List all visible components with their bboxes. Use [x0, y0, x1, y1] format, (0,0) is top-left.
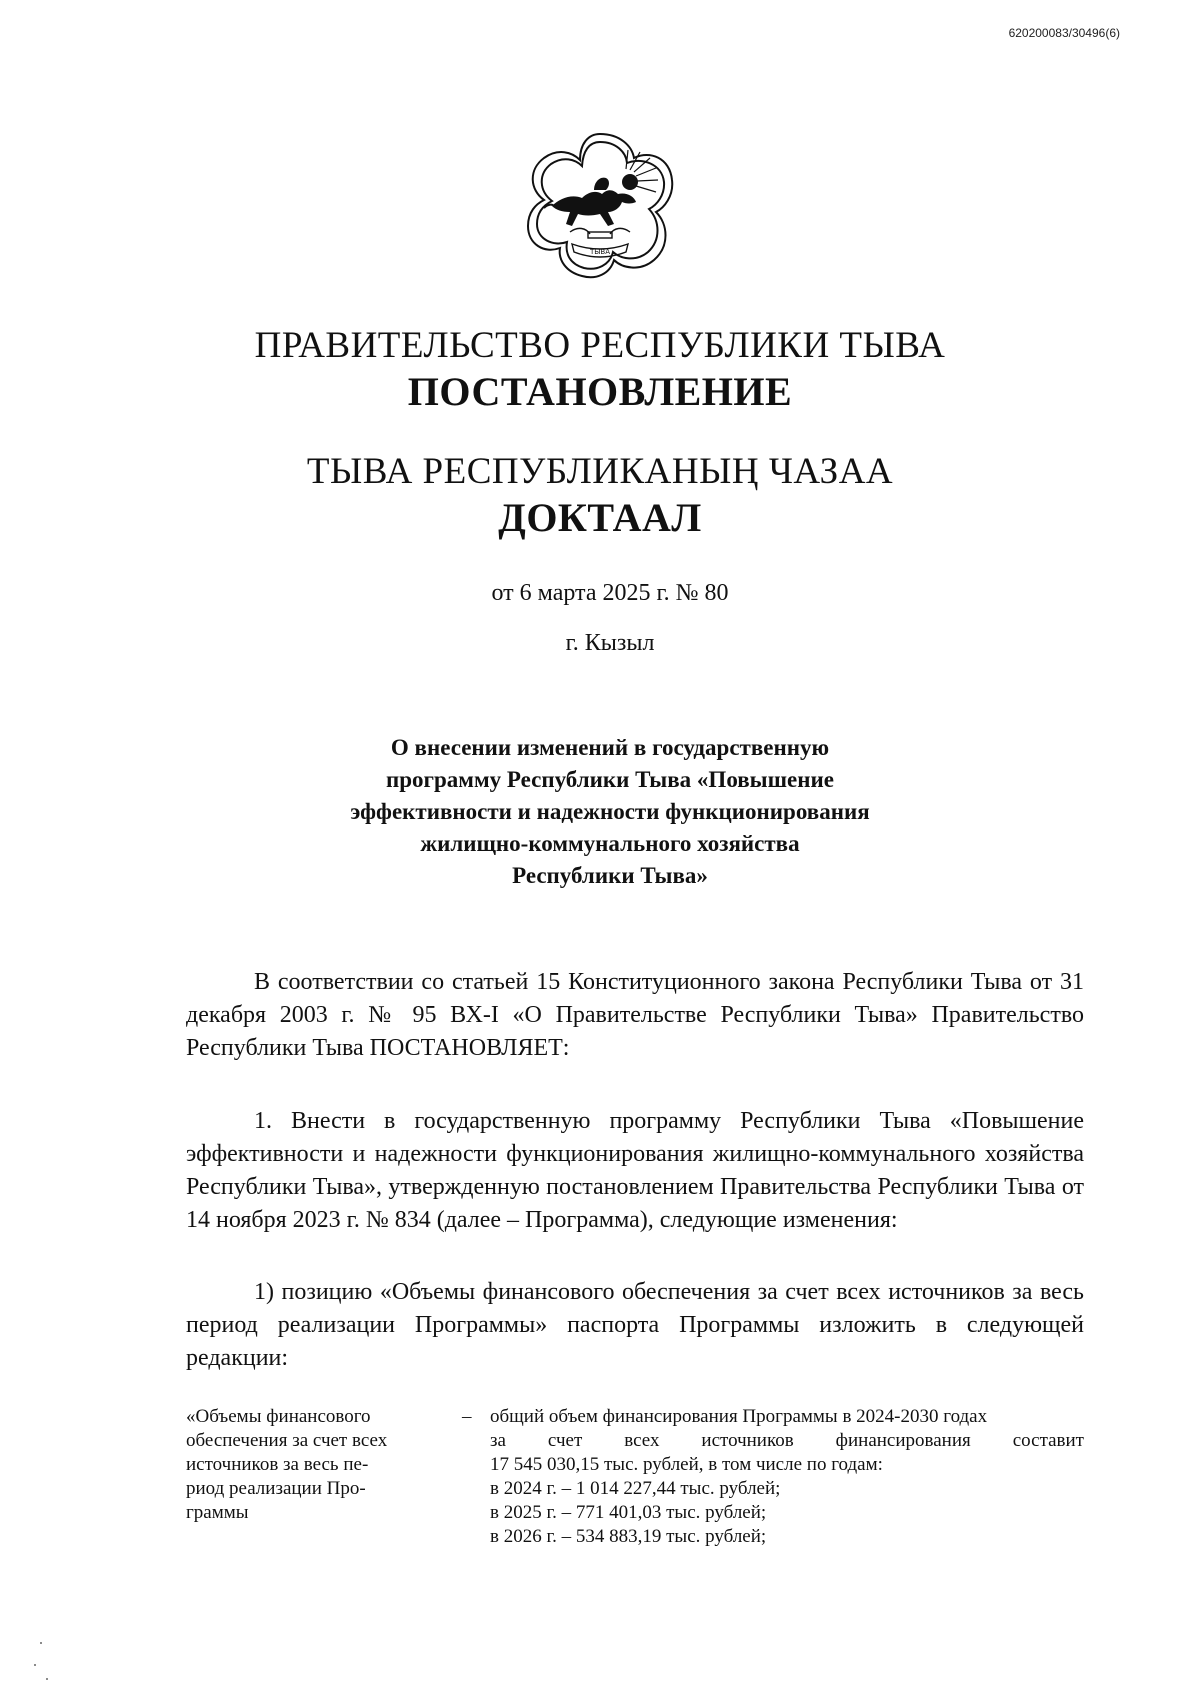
government-title-tuvan: ТЫВА РЕСПУБЛИКАНЫҢ ЧАЗАА: [306, 451, 894, 492]
funding-label-line: обеспечения за счет всех: [186, 1430, 388, 1451]
scan-speck: [40, 1642, 42, 1644]
decree-city: г. Кызыл: [565, 630, 655, 656]
funding-label-line: источников за весь пе-: [186, 1454, 369, 1475]
funding-label-line: граммы: [186, 1502, 249, 1523]
funding-year-line: в 2026 г. – 534 883,19 тыс. рублей;: [490, 1526, 767, 1547]
scan-speck: [34, 1664, 36, 1666]
funding-table-value: [490, 1405, 1084, 1549]
decree-label: ПОСТАНОВЛЕНИЕ: [407, 369, 793, 414]
funding-year-line: в 2024 г. – 1 014 227,44 тыс. рублей;: [490, 1478, 781, 1499]
decree-title-line: О внесении изменений в государственную: [390, 735, 830, 760]
tuva-coat-of-arms-icon: [522, 128, 678, 284]
government-title: ПРАВИТЕЛЬСТВО РЕСПУБЛИКИ ТЫВА: [254, 325, 946, 366]
funding-year-line: в 2025 г. – 771 401,03 тыс. рублей;: [490, 1502, 767, 1523]
decree-title-line: программу Республики Тыва «Повышение: [386, 767, 834, 792]
decree-title: [310, 732, 910, 892]
preamble-paragraph: В соответствии со статьей 15 Конституционного закона Республики Тыва от 31 декабря 2003 г. № 95 ВХ-I «О Правительстве Республики Тыва» Правительство Республики Тыва ПОСТАНОВЛЯЕТ:: [186, 969, 1084, 1061]
funding-table-label: [186, 1405, 426, 1525]
decree-date: от 6 марта 2025 г. № 80: [491, 580, 729, 606]
decree-title-line: жилищно-коммунального хозяйства: [420, 831, 800, 856]
funding-label-line: риод реализации Про-: [186, 1478, 366, 1499]
funding-intro-line: за счет всех источников финансирования составит: [490, 1430, 1084, 1451]
item-1-1-paragraph: 1) позицию «Объемы финансового обеспечения за счет всех источников за весь период реализации Программы» паспорта Программы изложить в следующей редакции:: [186, 1279, 1084, 1371]
funding-table-dash: –: [462, 1406, 472, 1427]
decree-title-line: эффективности и надежности функционирования: [350, 799, 870, 824]
funding-label-line: «Объемы финансового: [186, 1406, 371, 1427]
funding-intro-line: общий объем финансирования Программы в 2024-2030 годах: [490, 1406, 988, 1427]
funding-intro-line: 17 545 030,15 тыс. рублей, в том числе по годам:: [490, 1454, 883, 1475]
scan-speck: [46, 1678, 48, 1680]
emblem-inscription: ТЫВА: [589, 248, 611, 256]
decree-title-line: Республики Тыва»: [512, 863, 708, 888]
item-1-paragraph: 1. Внести в государственную программу Республики Тыва «Повышение эффективности и надежности функционирования жилищно-коммунального хозяйства Республики Тыва», утвержденную постановлением Правительства Республики Тыва от 14 ноября 2023 г. № 834 (далее – Программа), следующие изменения:: [186, 1108, 1084, 1233]
decree-label-tuvan: ДОКТААЛ: [498, 495, 702, 540]
document-number: 620200083/30496(6): [1008, 26, 1120, 40]
